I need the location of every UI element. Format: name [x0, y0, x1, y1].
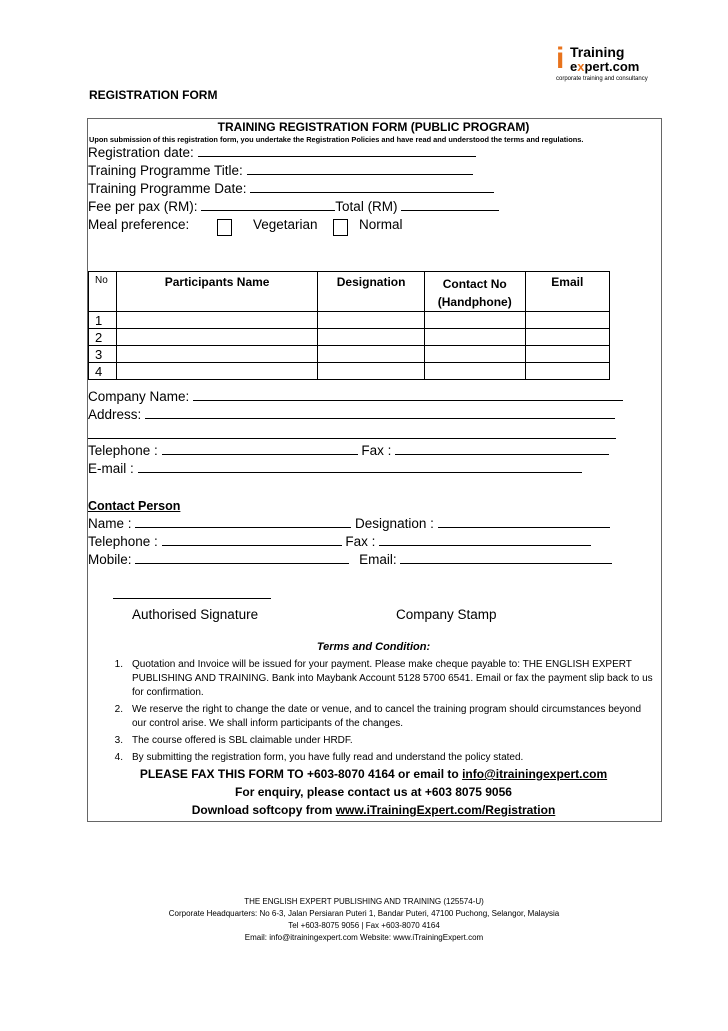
contact-designation-field[interactable] [438, 515, 610, 528]
company-stamp-label: Company Stamp [396, 607, 497, 622]
table-row [89, 346, 610, 363]
company-fax-field[interactable] [395, 442, 609, 455]
col-header-designation: Designation [318, 272, 425, 312]
list-item: 1. Quotation and Invoice will be issued for your payment. Please make cheque payable to: THE ENGLISH EXPERT PUBLISHING AND TRAINING. Bank into Maybank Account 5128 5700 6541. Email or fax the payment slip back to us for confirmation. [114, 659, 653, 698]
fee-label: Fee per pax (RM): [88, 199, 198, 214]
page-title: REGISTRATION FORM [89, 88, 218, 102]
cell-email[interactable] [525, 363, 609, 380]
fax-instruction: PLEASE FAX THIS FORM TO +603-8070 4164 or email to info@itrainingexpert.com [139, 767, 608, 781]
list-item: 2. We reserve the right to change the date or venue, and to cancel the training program should circumstances beyond our control arise. We shall inform participants of the changes. [114, 704, 642, 729]
contact-email-label: Email: [359, 552, 397, 567]
contact-name-field[interactable] [135, 515, 351, 528]
contact-fax-field[interactable] [379, 533, 591, 546]
row-number: 1 [89, 312, 117, 329]
table-row [89, 363, 610, 380]
logo-tagline: corporate training and consultancy [556, 76, 648, 82]
registration-date-field[interactable] [198, 144, 476, 157]
table-row [89, 329, 610, 346]
company-email-label: E-mail : [88, 461, 134, 476]
cell-contact[interactable] [424, 346, 525, 363]
contact-telephone-field[interactable] [162, 533, 342, 546]
programme-date-row [88, 180, 494, 198]
signature-line[interactable] [113, 598, 271, 599]
authorised-signature-label: Authorised Signature [132, 607, 259, 622]
programme-title-field[interactable] [247, 162, 473, 175]
address-row [88, 406, 615, 424]
col-header-no: No [89, 272, 117, 312]
contact-fax-label: Fax : [345, 534, 376, 549]
company-telephone-label: Telephone : [88, 443, 158, 458]
contact-heading: Contact Person [88, 499, 181, 513]
cell-designation[interactable] [318, 363, 425, 380]
address-field[interactable] [145, 406, 615, 419]
enquiry-line: For enquiry, please contact us at +603 8075 9056 [235, 785, 512, 799]
contact-telephone-row [88, 533, 591, 551]
company-logo [556, 42, 676, 88]
contact-designation-label: Designation : [355, 516, 434, 531]
footer-address: Corporate Headquarters: No 6-3, Jalan Persiaran Puteri 1, Bandar Puteri, 47100 Puchong, Selangor, Malaysia [168, 909, 560, 918]
terms-list [107, 658, 657, 768]
normal-checkbox[interactable] [333, 219, 348, 236]
table-header-row [89, 272, 610, 312]
cell-designation[interactable] [318, 346, 425, 363]
col-header-contact: Contact No (Handphone) [424, 272, 525, 312]
programme-title-label: Training Programme Title: [88, 163, 243, 178]
total-label: Total (RM) [335, 199, 398, 214]
footer-phone: Tel +603-8075 9056 | Fax +603-8070 4164 [288, 921, 440, 930]
form-title: TRAINING REGISTRATION FORM (PUBLIC PROGRAM) [217, 120, 530, 134]
address-label: Address: [88, 407, 142, 422]
company-email-row [88, 460, 582, 478]
logo-line2: expert.com [570, 59, 640, 74]
cell-contact[interactable] [424, 312, 525, 329]
normal-label: Normal [359, 217, 403, 232]
contact-email-field[interactable] [400, 551, 612, 564]
cell-contact[interactable] [424, 329, 525, 346]
company-telephone-field[interactable] [162, 442, 358, 455]
logo-line1: Training [570, 44, 625, 60]
logo-i-icon: i [556, 42, 565, 75]
company-name-field[interactable] [193, 388, 623, 401]
company-name-label: Company Name: [88, 389, 190, 404]
footer-contact: Email: info@itrainingexpert.com Website: www.iTrainingExpert.com [244, 933, 484, 942]
row-number: 4 [89, 363, 117, 380]
registration-date-row [88, 144, 476, 162]
company-telephone-row [88, 442, 609, 460]
cell-email[interactable] [525, 329, 609, 346]
list-item: 4. By submitting the registration form, you have fully read and understand the policy stated. [114, 752, 524, 763]
fee-row [88, 198, 499, 216]
download-link[interactable]: www.iTrainingExpert.com/Registration [335, 803, 556, 817]
contact-telephone-label: Telephone : [88, 534, 158, 549]
col-header-name: Participants Name [116, 272, 317, 312]
cell-email[interactable] [525, 312, 609, 329]
programme-date-label: Training Programme Date: [88, 181, 247, 196]
cell-name[interactable] [116, 329, 317, 346]
col-header-email: Email [525, 272, 609, 312]
row-number: 2 [89, 329, 117, 346]
company-name-row [88, 388, 623, 406]
terms-heading: Terms and Condition: [316, 641, 431, 653]
contact-mobile-row [88, 551, 612, 569]
cell-email[interactable] [525, 346, 609, 363]
company-email-field[interactable] [138, 460, 582, 473]
contact-name-row [88, 515, 610, 533]
meal-row [88, 216, 189, 234]
vegetarian-label: Vegetarian [253, 217, 318, 232]
meal-label: Meal preference: [88, 217, 190, 232]
form-note: Upon submission of this registration form, you undertake the Registration Policies and have read and understood the terms and regulations. [89, 135, 584, 144]
address-field-line2[interactable] [88, 438, 616, 439]
contact-mobile-field[interactable] [135, 551, 349, 564]
row-number: 3 [89, 346, 117, 363]
contact-name-label: Name : [88, 516, 132, 531]
total-field[interactable] [401, 198, 499, 211]
cell-name[interactable] [116, 312, 317, 329]
list-item: 3. The course offered is SBL claimable under HRDF. [114, 735, 353, 746]
cell-designation[interactable] [318, 329, 425, 346]
cell-contact[interactable] [424, 363, 525, 380]
cell-designation[interactable] [318, 312, 425, 329]
programme-date-field[interactable] [250, 180, 494, 193]
fee-field[interactable] [201, 198, 335, 211]
programme-title-row [88, 162, 473, 180]
fax-email-link[interactable]: info@itrainingexpert.com [462, 767, 608, 781]
cell-name[interactable] [116, 346, 317, 363]
footer-company: THE ENGLISH EXPERT PUBLISHING AND TRAINING (125574-U) [244, 897, 484, 906]
participants-table [88, 271, 610, 380]
vegetarian-checkbox[interactable] [217, 219, 232, 236]
contact-mobile-label: Mobile: [88, 552, 132, 567]
table-row [89, 312, 610, 329]
cell-name[interactable] [116, 363, 317, 380]
registration-date-label: Registration date: [88, 145, 194, 160]
company-fax-label: Fax : [361, 443, 392, 458]
download-line: Download softcopy from www.iTrainingExpert.com/Registration [191, 803, 556, 817]
